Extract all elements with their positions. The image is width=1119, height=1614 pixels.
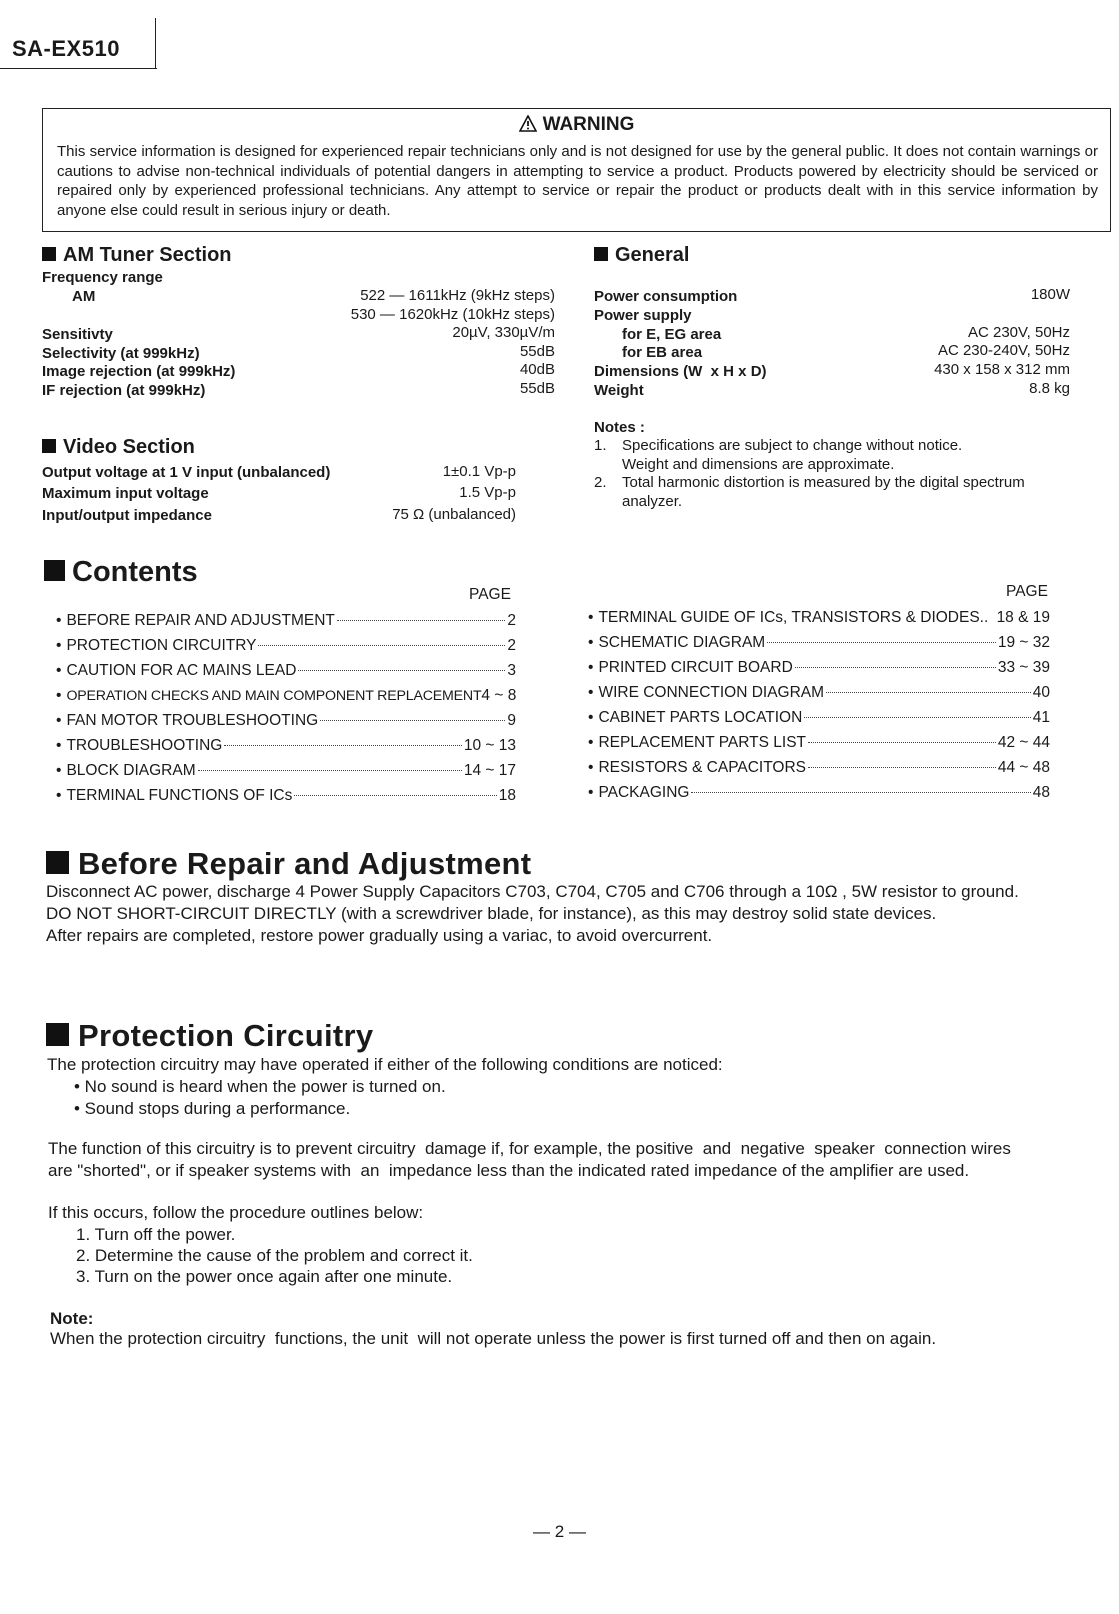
procedure-step-2: 2. Determine the cause of the problem and correct it. [76, 1246, 473, 1265]
toc-item[interactable]: • WIRE CONNECTION DIAGRAM 40 [588, 680, 1050, 705]
toc-item-title: TERMINAL GUIDE OF ICs, TRANSISTORS & DIODES.. [598, 609, 989, 626]
toc-item-page: 2 [507, 612, 516, 629]
toc-item-title: PACKAGING [598, 784, 690, 801]
toc-item[interactable]: • BLOCK DIAGRAM 14 ~ 17 [56, 758, 516, 783]
toc-item[interactable]: • TERMINAL FUNCTIONS OF ICs 18 [56, 783, 516, 808]
maximum-input-voltage-label: Maximum input voltage [42, 485, 209, 502]
protection-heading [46, 1018, 373, 1054]
before-repair-line-1: Disconnect AC power, discharge 4 Power Supply Capacitors C703, C704, C705 and C706 through a 10Ω , 5W resistor to ground. [46, 882, 1019, 901]
toc-item-page: 3 [507, 662, 516, 679]
toc-item-page: 19 ~ 32 [997, 634, 1050, 651]
note-2-line-1: Total harmonic distortion is measured by the digital spectrum [622, 474, 1025, 491]
if-rejection-label: IF rejection (at 999kHz) [42, 382, 206, 399]
toc-item-page: 14 ~ 17 [463, 762, 516, 779]
general-title: General [615, 244, 690, 266]
protection-title: Protection Circuitry [78, 1018, 374, 1053]
toc-item-page: 48 [1032, 784, 1050, 801]
page-column-label-right: PAGE [1006, 583, 1048, 600]
warning-box [42, 108, 1111, 232]
video-heading [42, 436, 195, 459]
toc-item-page: 9 [507, 712, 516, 729]
toc-item-title: SCHEMATIC DIAGRAM [598, 634, 766, 651]
warning-text: This service information is designed for experienced repair technicians only and is not designed for use by the general public. It does not contain warnings or cautions to advise non-technical individuals of potential dangers in attempting to service a product. Products powered by electricity should be serviced or repaired only by experienced professional technicians. Any attempt to service or repair the product or products dealt with in this service information by anyone else could result in serious injury or death. [57, 143, 1098, 219]
toc-item[interactable]: • OPERATION CHECKS AND MAIN COMPONENT REPLACEMENT 4 ~ 8 [56, 683, 516, 708]
toc-item-page: 18 & 19 [996, 609, 1050, 626]
section-marker-icon [594, 247, 608, 261]
toc-item-page: 10 ~ 13 [463, 737, 516, 754]
warning-title: WARNING [542, 114, 635, 135]
toc-item-page: 42 ~ 44 [997, 734, 1050, 751]
toc-item-title: FAN MOTOR TROUBLESHOOTING [66, 712, 319, 729]
toc-item-page: 40 [1032, 684, 1050, 701]
warning-triangle-icon [519, 115, 537, 132]
contents-list-left [56, 608, 516, 808]
output-voltage-value: 1±0.1 Vp-p [442, 463, 516, 480]
warning-heading [43, 114, 1110, 136]
protection-function-line-1: The function of this circuitry is to prevent circuitry damage if, for example, the positive and negative speaker connection wires [48, 1139, 1011, 1158]
procedure-step-1: 1. Turn off the power. [76, 1225, 236, 1244]
toc-item-title: PRINTED CIRCUIT BOARD [598, 659, 793, 676]
contents-title: Contents [72, 556, 198, 588]
header-rule-vertical [155, 18, 156, 69]
toc-item-page: 44 ~ 48 [997, 759, 1050, 776]
model-number: SA-EX510 [12, 36, 120, 61]
note-text: When the protection circuitry functions, the unit will not operate unless the power is first turned off and then on again. [50, 1329, 937, 1348]
output-voltage-label: Output voltage at 1 V input (unbalanced) [42, 464, 331, 481]
power-consumption-value: 180W [1030, 286, 1070, 303]
notes-title: Notes : [594, 419, 645, 436]
note-1-number: 1. [594, 437, 607, 454]
toc-item[interactable]: • FAN MOTOR TROUBLESHOOTING 9 [56, 708, 516, 733]
video-title: Video Section [63, 436, 195, 458]
toc-item-page: 2 [507, 637, 516, 654]
sensitivity-label: Sensitivty [42, 326, 113, 343]
toc-item-title: BLOCK DIAGRAM [66, 762, 196, 779]
toc-item-title: WIRE CONNECTION DIAGRAM [598, 684, 825, 701]
toc-item[interactable]: • REPLACEMENT PARTS LIST 42 ~ 44 [588, 730, 1050, 755]
toc-item-page: 18 [498, 787, 516, 804]
page-number: — 2 — [533, 1522, 586, 1541]
toc-item-title: REPLACEMENT PARTS LIST [598, 734, 807, 751]
toc-item[interactable]: • CAUTION FOR AC MAINS LEAD 3 [56, 658, 516, 683]
note-1-line-1: Specifications are subject to change without notice. [622, 437, 963, 454]
power-supply-label: Power supply [594, 307, 692, 324]
section-marker-icon [42, 247, 56, 261]
page-column-label-left: PAGE [469, 586, 511, 603]
note-1-line-2: Weight and dimensions are approximate. [622, 456, 895, 473]
protection-intro: The protection circuitry may have operated if either of the following conditions are noticed: [47, 1055, 723, 1074]
sensitivity-value: 20µV, 330µV/m [452, 324, 555, 341]
selectivity-label: Selectivity (at 999kHz) [42, 345, 200, 362]
dimensions-label: Dimensions (W x H x D) [594, 363, 767, 380]
toc-item[interactable]: • PACKAGING 48 [588, 780, 1050, 805]
toc-item-title: CAUTION FOR AC MAINS LEAD [66, 662, 297, 679]
procedure-intro: If this occurs, follow the procedure outlines below: [48, 1203, 424, 1222]
impedance-value: 75 Ω (unbalanced) [392, 506, 516, 523]
e-eg-area-label: for E, EG area [622, 326, 722, 343]
eb-area-label: for EB area [622, 344, 703, 361]
eb-area-value: AC 230-240V, 50Hz [937, 342, 1070, 359]
toc-item[interactable]: • RESISTORS & CAPACITORS 44 ~ 48 [588, 755, 1050, 780]
note-2-line-2: analyzer. [622, 493, 683, 510]
toc-item[interactable]: • SCHEMATIC DIAGRAM 19 ~ 32 [588, 630, 1050, 655]
selectivity-value: 55dB [519, 343, 555, 360]
protection-bullet-2: • Sound stops during a performance. [74, 1099, 351, 1118]
toc-item-title: BEFORE REPAIR AND ADJUSTMENT [66, 612, 335, 629]
image-rejection-label: Image rejection (at 999kHz) [42, 363, 236, 380]
image-rejection-value: 40dB [519, 361, 555, 378]
impedance-label: Input/output impedance [42, 507, 212, 524]
header-rule-horizontal [0, 68, 157, 69]
toc-item-page: 33 ~ 39 [997, 659, 1050, 676]
toc-item[interactable]: • CABINET PARTS LOCATION 41 [588, 705, 1050, 730]
before-repair-title: Before Repair and Adjustment [78, 846, 532, 881]
power-consumption-label: Power consumption [594, 288, 738, 305]
frequency-range-label: Frequency range [42, 269, 163, 286]
am-range-9khz: 522 — 1611kHz (9kHz steps) [360, 287, 555, 304]
toc-item-title: TERMINAL FUNCTIONS OF ICs [66, 787, 293, 804]
toc-item[interactable]: • TERMINAL GUIDE OF ICs, TRANSISTORS & DIODES.. 18 & 19 [588, 605, 1050, 630]
weight-value: 8.8 kg [1029, 380, 1070, 397]
section-marker-icon [46, 851, 69, 874]
toc-item-title: RESISTORS & CAPACITORS [598, 759, 807, 776]
section-marker-icon [44, 560, 65, 581]
toc-item[interactable]: • TROUBLESHOOTING 10 ~ 13 [56, 733, 516, 758]
before-repair-line-3: After repairs are completed, restore power gradually using a variac, to avoid overcurrent. [46, 926, 713, 945]
am-tuner-title: AM Tuner Section [63, 244, 232, 266]
e-eg-area-value: AC 230V, 50Hz [967, 324, 1070, 341]
general-heading [594, 244, 689, 267]
maximum-input-voltage-value: 1.5 Vp-p [459, 484, 516, 501]
am-label: AM [72, 288, 96, 305]
section-marker-icon [46, 1023, 69, 1046]
toc-item[interactable]: • PROTECTION CIRCUITRY 2 [56, 633, 516, 658]
toc-item[interactable]: • BEFORE REPAIR AND ADJUSTMENT 2 [56, 608, 516, 633]
toc-item-title: OPERATION CHECKS AND MAIN COMPONENT REPLACEMENT [66, 688, 482, 704]
toc-item[interactable]: • PRINTED CIRCUIT BOARD 33 ~ 39 [588, 655, 1050, 680]
if-rejection-value: 55dB [519, 380, 555, 397]
toc-item-page: 41 [1032, 709, 1050, 726]
contents-list-right [588, 605, 1050, 805]
am-tuner-heading [42, 244, 232, 267]
am-range-10khz: 530 — 1620kHz (10kHz steps) [350, 306, 555, 323]
section-marker-icon [42, 439, 56, 453]
before-repair-heading [46, 846, 531, 882]
procedure-step-3: 3. Turn on the power once again after one minute. [76, 1267, 453, 1286]
before-repair-line-2: DO NOT SHORT-CIRCUIT DIRECTLY (with a screwdriver blade, for instance), as this may destroy solid state devices. [46, 904, 937, 923]
toc-item-page: 4 ~ 8 [481, 687, 517, 704]
note-title: Note: [50, 1309, 94, 1328]
protection-bullet-1: • No sound is heard when the power is turned on. [74, 1077, 446, 1096]
toc-item-title: PROTECTION CIRCUITRY [66, 637, 257, 654]
toc-item-title: TROUBLESHOOTING [66, 737, 223, 754]
note-2-number: 2. [594, 474, 607, 491]
toc-item-title: CABINET PARTS LOCATION [598, 709, 803, 726]
protection-function-line-2: are "shorted", or if speaker systems with an impedance less than the indicated rated impedance of the amplifier are used. [48, 1161, 970, 1180]
contents-heading [44, 556, 198, 589]
weight-label: Weight [594, 382, 644, 399]
dimensions-value: 430 x 158 x 312 mm [934, 361, 1070, 378]
